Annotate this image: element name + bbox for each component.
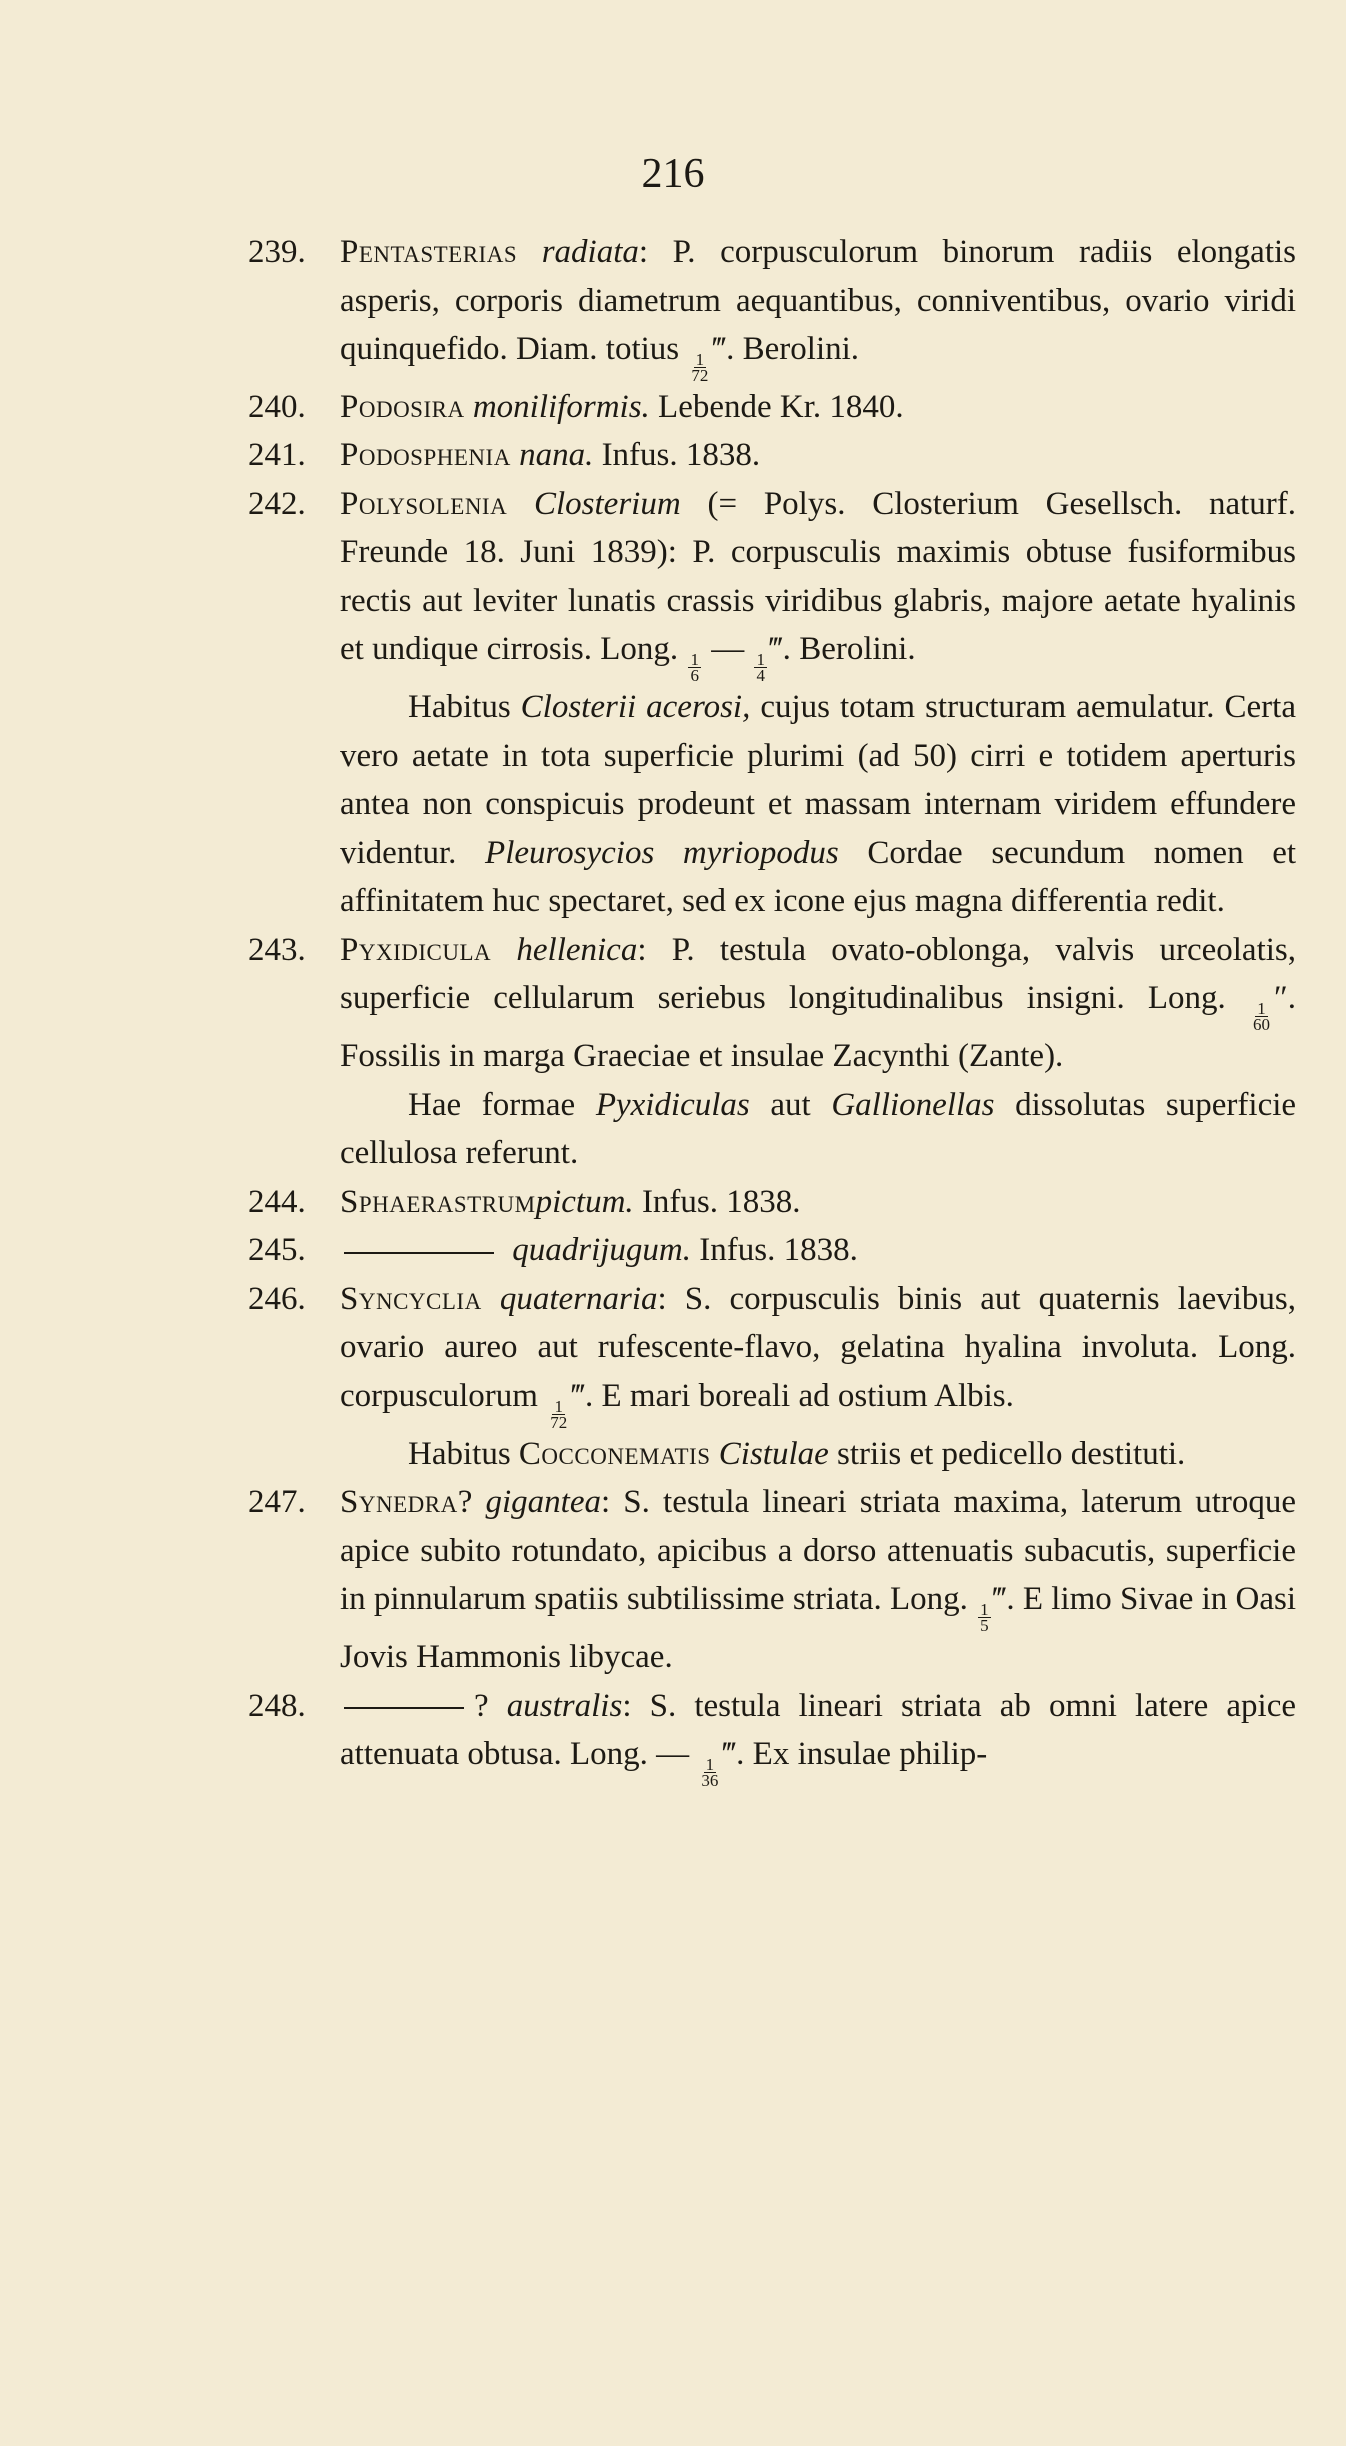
entry-number: 242. [248,485,306,522]
description: : S. testula lineari striata maxima, laterum utroque apice subito rotundato, apicibus a dorso attenuatis subacutis, superficie in pinnularum spatiis subtilissime striata. Long. [340,1484,1296,1618]
unit: ‴. [712,331,735,367]
unit: ‴. [722,1736,745,1773]
fraction: $\frac{1}{60}$ [1253,999,1270,1035]
species-name: hellenica [516,931,638,968]
fraction: $\frac{1}{4}$ [756,650,765,686]
entry-242 [248,480,1296,926]
species-name: quaternaria [499,1280,658,1317]
unit: ‴. [571,1377,594,1414]
entry-240 [248,383,1296,432]
unit: ‴. [992,1581,1015,1618]
locality: Ex insulae philip- [752,1736,988,1773]
entry-number: 248. [248,1687,306,1724]
entry-note: Habitus Closterii acerosi, cujus totam structuram aemulatur. Certa vero aetate in tota superficie plurimi (ad 50) cirri e totidem aperturis antea non conspicuis prodeunt et massam internam viridem effundere videntur. Pleurosycios myriopodus Cordae secundum nomen et affinitatem huc spectaret, sed ex icone ejus magna differentia redit. [340,689,1297,920]
species-name: gigantea [485,1484,601,1521]
entry-text [340,228,1296,383]
genus-name: Synedra [340,1484,458,1521]
entry-number: 246. [248,1280,306,1317]
description: Lebende Kr. 1840. [658,388,904,425]
species-name: radiata [541,234,639,270]
description: : P. testula ovato-oblonga, valvis urceolatis, superficie cellularum seriebus longitudinalibus insigni. Long. [340,931,1297,1017]
locality: E limo Sivae in Oasi Jovis Hammonis libycae. [340,1581,1297,1676]
description: Infus. 1838. [641,1183,801,1220]
dash: — [711,631,745,668]
description: : P. corpusculorum binorum radiis elongatis asperis, corporis diametrum aequantibus, conniventibus, ovario viridi quinquefido. Diam. totius [340,234,1296,367]
description: : S. testula lineari striata ab omni latere apice attenuata obtusa. Long. — [340,1687,1296,1773]
entry-number: 240. [248,388,306,425]
genus-name: Polysolenia [340,485,508,522]
fraction: $\frac{1}{72}$ [691,349,709,385]
entry-245 [248,1226,1296,1275]
entry-number: 244. [248,1183,306,1220]
entry-241 [248,431,1296,480]
description: : S. corpusculis binis aut quaternis laevibus, ovario aureo aut rufescente-flavo, gelatina hyalina involuta. Long. corpusculorum [340,1280,1296,1414]
locality: Berolini. [799,631,916,668]
entry-243 [248,926,1296,1178]
entry-text [340,1682,1296,1791]
species-name: moniliformis. [472,388,650,425]
entry-text [340,480,1297,686]
entry-239 [248,228,1296,383]
locality: Berolini. [742,331,860,367]
fraction: $\frac{1}{6}$ [690,650,699,686]
entry-244 [248,1178,1296,1227]
species-name: quadrijugum. [512,1232,692,1269]
entry-number: 247. [248,1484,306,1521]
entries-list [248,228,1297,1791]
query-mark: ? [457,1484,473,1521]
genus-name: Podosphenia [340,437,511,474]
fraction: $\frac{1}{36}$ [701,1755,719,1791]
entry-number: 243. [248,931,306,968]
entry-247 [248,1478,1296,1681]
unit: ″. [1274,980,1296,1017]
entry-246 [248,1275,1296,1478]
genus-name: Podosira [340,388,465,425]
locality: E mari boreali ad ostium Albis. [601,1377,1014,1414]
entry-text [340,383,1296,432]
fraction: $\frac{1}{72}$ [550,1396,568,1432]
genus-name: Sphaerastrum [340,1183,536,1220]
species-name: pictum. [535,1183,634,1220]
entry-note: Habitus Cocconematis Cistulae striis et pedicello destituti. [408,1435,1186,1472]
unit: ‴. [768,631,791,668]
entry-text [340,1178,1296,1227]
species-name: Closterium [533,485,681,522]
description: (= Polys. Closterium Gesellsch. naturf. Freunde 18. Juni 1839): P. corpusculis maximis obtuse fusiformibus rectis aut leviter lunatis crassis viridibus glabris, majore aetate hyalinis et undique cirrosis. Long. [340,485,1297,668]
description: Infus. 1838. [699,1232,858,1269]
genus-name: Pentasterias [340,234,518,270]
entry-text [340,926,1296,1081]
species-name: australis [506,1687,623,1724]
ditto-rule [344,1707,464,1709]
fraction: $\frac{1}{5}$ [980,1600,989,1636]
entry-number: 239. [248,234,306,270]
genus-name: Pyxidicula [340,931,492,968]
entry-248 [248,1682,1296,1791]
entry-note: Hae formae Pyxidiculas aut Gallionellas dissolutas superficie cellulosa referunt. [340,1086,1297,1172]
entry-text [340,1478,1296,1681]
entry-text [340,431,1296,480]
entry-text [340,1275,1296,1430]
entry-number: 241. [248,437,306,474]
locality: Fossilis in marga Graeciae et insulae Zacynthi (Zante). [340,1038,1064,1075]
page-number: 216 [641,151,705,197]
query-mark: ? [474,1687,489,1724]
entry-number: 245. [248,1232,306,1269]
description: Infus. 1838. [601,437,761,474]
genus-name: Syncyclia [340,1280,482,1317]
entry-text [340,1226,1296,1275]
ditto-rule [344,1252,494,1254]
species-name: nana. [519,437,594,474]
